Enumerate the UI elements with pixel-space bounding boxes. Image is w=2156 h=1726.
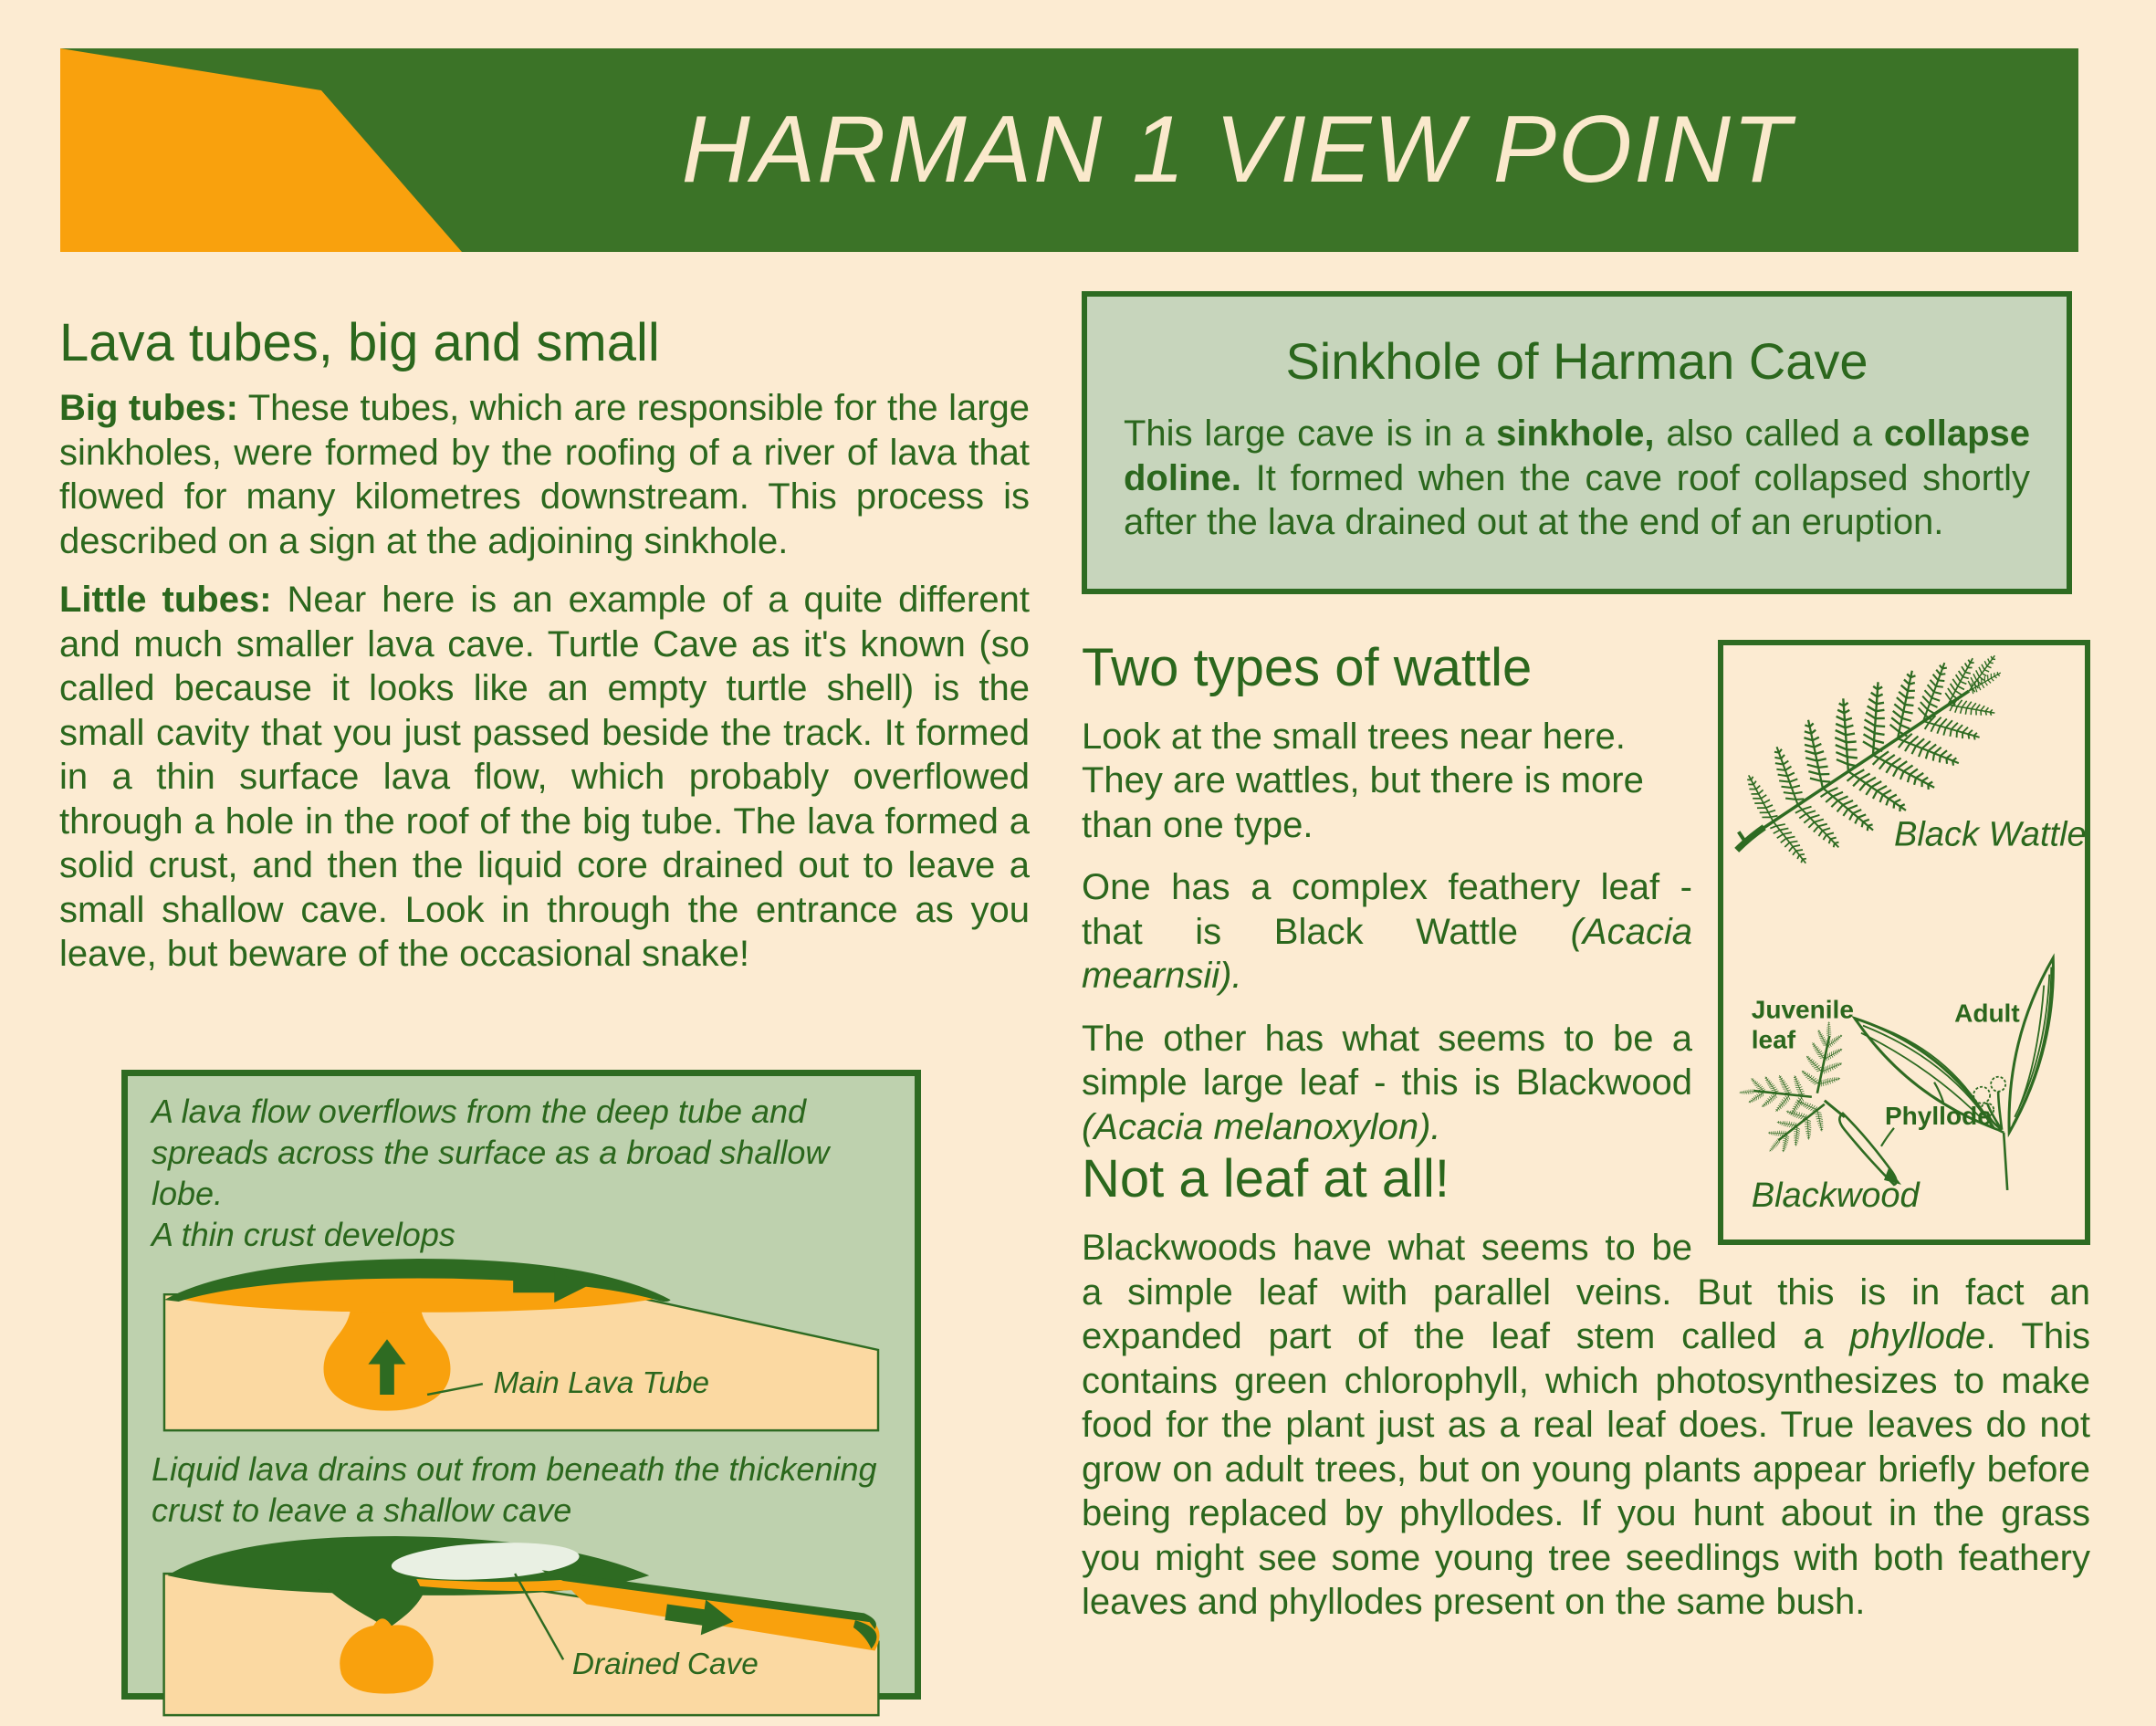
little-tubes-paragraph xyxy=(59,578,1030,977)
banner-title: HARMAN 1 VIEW POINT xyxy=(681,97,1793,203)
not-a-leaf-text-1: Blackwoods have what seems to be a simple leaf with parallel veins. But this is in fact an expanded part of the leaf stem called a xyxy=(1082,1228,2090,1356)
sinkhole-paragraph xyxy=(1124,412,2030,545)
lava-diagram-box xyxy=(121,1070,921,1700)
adult-label: Adult xyxy=(1954,999,2020,1028)
left-column xyxy=(59,315,1030,977)
blackwood-drawing xyxy=(1737,957,2053,1189)
little-tubes-label: Little tubes: xyxy=(59,580,272,620)
drained-cave-label: Drained Cave xyxy=(571,1648,759,1682)
ground-cross-section xyxy=(164,1574,879,1715)
wattle-section xyxy=(1082,637,2090,1625)
right-column xyxy=(1082,291,2090,1625)
not-a-leaf-paragraph xyxy=(1082,1226,2090,1625)
not-a-leaf-heading: Not a leaf at all! xyxy=(1082,1149,1450,1208)
big-tubes-paragraph xyxy=(59,386,1030,563)
phyllode-label: Phyllode xyxy=(1884,1101,1992,1130)
big-tubes-label: Big tubes: xyxy=(59,388,238,428)
wattle-paragraph-1: Look at the small trees near here. They are wattles, but there is more than one type. xyxy=(1082,716,1644,845)
not-a-leaf-text-2: . This contains green chlorophyll, which photosynthesizes to make food for the plant just as a real leaf does. True leaves do not grow on adult trees, but on young plants appear briefly before being replaced by phyllodes. If you hunt about in the grass you might see some young tree seedlings with both feathery leaves and phyllodes present on the same bush. xyxy=(1082,1316,2090,1622)
sinkhole-box xyxy=(1082,291,2072,594)
wattle-illustration-box xyxy=(1718,640,2090,1245)
diagram1-caption xyxy=(152,1091,891,1255)
sinkhole-bold-1: sinkhole, xyxy=(1496,413,1655,454)
not-a-leaf-italic: phyllode xyxy=(1849,1316,1986,1356)
diagram2-caption: Liquid lava drains out from beneath the thickening crust to leave a shallow cave xyxy=(152,1450,877,1529)
diagram1-caption-text: A lava flow overflows from the deep tube and spreads across the surface as a broad shallow lobe. xyxy=(152,1093,830,1212)
blackwood-label: Blackwood xyxy=(1751,1176,1920,1215)
juvenile-leaf-label: Juvenile xyxy=(1751,995,1854,1024)
diagram1-caption-line2: A thin crust develops xyxy=(152,1216,455,1253)
sinkhole-heading: Sinkhole of Harman Cave xyxy=(1285,332,1868,390)
wattle-p2-text: One has a complex feathery leaf - that is Black Wattle xyxy=(1082,867,1692,952)
wattle-p2-species: (Acacia mearnsii). xyxy=(1082,911,1692,996)
main-lava-tube-label: Main Lava Tube xyxy=(493,1366,710,1400)
lava-flow-diagram-2 xyxy=(152,1534,891,1722)
little-tubes-text: Near here is an example of a quite different and much smaller lava cave. Turtle Cave as it's known (so called because it looks like an empty turtle shell) is the small cavity that you just passed beside the track. It formed in a thin surface lava flow, which probably overflowed through a hole in the roof of the big tube. The lava formed a solid crust, and then the liquid core drained out to leave a small shallow cave. Look in through the entrance as you leave, but beware of the occasional snake! xyxy=(59,580,1030,974)
sinkhole-text-1: This large cave is in a xyxy=(1124,413,1497,454)
wattle-heading: Two types of wattle xyxy=(1082,637,1533,697)
ground-cross-section xyxy=(164,1294,878,1430)
big-tubes-text: These tubes, which are responsible for the large sinkholes, were formed by the roofing of a river of lava that flowed for many kilometres downstream. This process is described on a sign at the adjoining sinkhole. xyxy=(59,388,1031,561)
banner xyxy=(60,48,2078,252)
wattle-illustration xyxy=(1723,645,2085,1240)
black-wattle-label: Black Wattle xyxy=(1893,814,2085,853)
sinkhole-text-3: It formed when the cave roof collapsed shortly after the lava drained out at the end of an eruption. xyxy=(1124,457,2030,542)
juvenile-leaf-label-line2: leaf xyxy=(1751,1025,1796,1054)
sinkhole-bold-2: collapse doline. xyxy=(1124,413,2030,498)
wattle-p3-text: The other has what seems to be a simple large leaf - this is Blackwood xyxy=(1082,1018,1692,1103)
lava-tubes-heading: Lava tubes, big and small xyxy=(59,313,660,372)
lava-flow-diagram-1 xyxy=(152,1259,891,1438)
adult-phyllode-upright xyxy=(2009,957,2053,1132)
wattle-p3-species: (Acacia melanoxylon). xyxy=(1082,1106,1441,1147)
sinkhole-text-2: also called a xyxy=(1654,413,1884,454)
